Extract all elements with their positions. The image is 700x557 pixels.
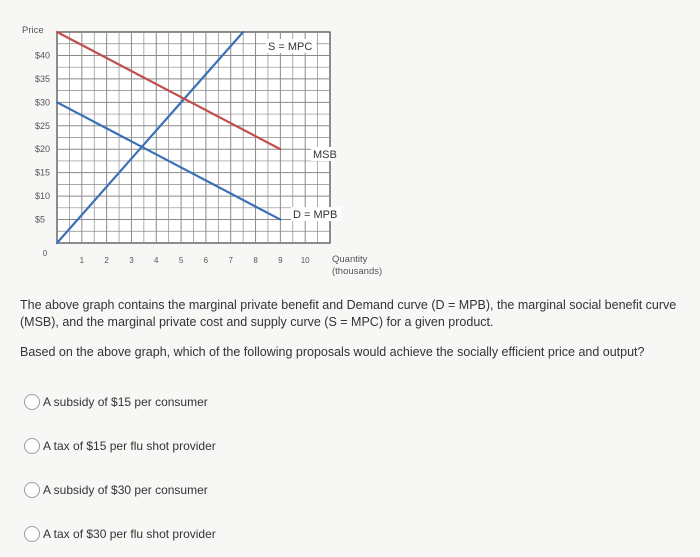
radio-button[interactable]	[24, 482, 40, 498]
y-axis-title: Price	[22, 25, 44, 36]
option-subsidy-30[interactable]	[24, 482, 208, 498]
option-label: A tax of $30 per flu shot provider	[43, 527, 216, 541]
question-paragraph-1: The above graph contains the marginal private benefit and Demand curve (D = MPB), the marginal social benefit curve (MSB), and the marginal private cost and supply curve (S = MPC) for a given product.	[20, 298, 677, 329]
y-tick-label: $15	[35, 167, 51, 178]
option-label: A subsidy of $30 per consumer	[43, 483, 208, 497]
radio-button[interactable]	[24, 394, 40, 410]
x-tick-label: 1	[79, 256, 85, 265]
x-tick-label: 8	[253, 256, 258, 265]
radio-button[interactable]	[24, 438, 40, 454]
y-tick-label: $5	[35, 214, 46, 225]
question-text	[20, 297, 690, 374]
x-axis-title-line1: Quantity	[332, 254, 368, 265]
y-tick-label: $10	[35, 191, 51, 202]
option-label: A subsidy of $15 per consumer	[43, 395, 208, 409]
x-tick-label: 5	[178, 256, 184, 265]
x-tick-label: 2	[104, 256, 109, 265]
y-tick-label: $25	[35, 120, 51, 131]
y-tick-labels	[35, 50, 50, 224]
x-tick-label: 6	[203, 256, 209, 265]
x-axis-title-line2: (thousands)	[332, 266, 383, 277]
x-tick-label: 7	[228, 256, 233, 265]
x-tick-label: 3	[129, 256, 134, 265]
curve-label: MSB	[313, 149, 337, 161]
option-label: A tax of $15 per flu shot provider	[43, 439, 216, 453]
chart-grid	[57, 32, 330, 243]
question-paragraph-2: Based on the above graph, which of the following proposals would achieve the socially efficient price and output?	[20, 345, 645, 359]
radio-button[interactable]	[24, 526, 40, 542]
x-tick-label: 0	[42, 249, 48, 258]
x-tick-label: 4	[154, 256, 159, 265]
curve-label: D = MPB	[293, 209, 338, 221]
y-tick-label: $35	[35, 73, 51, 84]
y-tick-label: $30	[35, 97, 51, 108]
x-tick-labels	[43, 249, 310, 265]
y-tick-label: $40	[35, 50, 51, 61]
option-subsidy-15[interactable]	[24, 394, 208, 410]
option-tax-15[interactable]	[24, 438, 216, 454]
x-tick-label: 10	[300, 256, 310, 265]
curve-label: S = MPC	[268, 41, 313, 53]
y-tick-label: $20	[35, 144, 51, 155]
x-tick-label: 9	[278, 256, 283, 265]
option-tax-30[interactable]	[24, 526, 216, 542]
